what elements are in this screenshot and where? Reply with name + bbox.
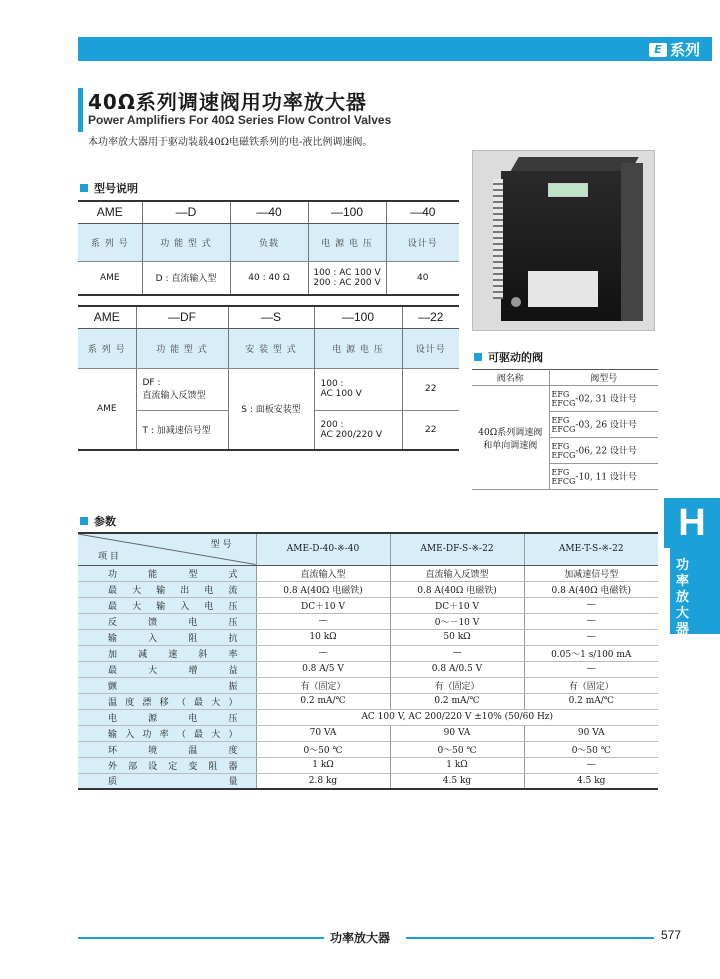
param-value: 90 VA bbox=[390, 725, 524, 741]
side-tab-stripe bbox=[664, 548, 670, 634]
param-name: 颤振 bbox=[78, 677, 256, 693]
model-design-value: 40 bbox=[386, 261, 459, 295]
valve-header: 阀名称 bbox=[472, 370, 549, 386]
param-value: 0.8 A/5 V bbox=[256, 661, 390, 677]
brand-logo-icon: E bbox=[649, 43, 667, 57]
param-value: 10 kΩ bbox=[256, 629, 390, 645]
param-value: DC＋10 V bbox=[390, 597, 524, 613]
section-valves-label: 可驱动的阀 bbox=[488, 351, 543, 364]
valve-model-b: EFCG bbox=[551, 476, 576, 486]
section-model-label: 型号说明 bbox=[94, 182, 138, 195]
param-value: 0～50 ℃ bbox=[524, 741, 658, 757]
model-column-header: AME-T-S-※-22 bbox=[524, 533, 658, 565]
series-label bbox=[649, 39, 700, 60]
param-value: 0～50 ℃ bbox=[256, 741, 390, 757]
param-name: 加减速斜率 bbox=[78, 645, 256, 661]
param-value: 直流输入型 bbox=[256, 565, 390, 581]
valve-model-suffix: -06, 22 设计号 bbox=[575, 446, 637, 456]
side-tab-text: 功率放大器 bbox=[676, 558, 690, 637]
header-bar bbox=[78, 37, 712, 61]
model-sub-cell: 功 能 型 式 bbox=[136, 328, 228, 368]
param-value: 0.2 mA/℃ bbox=[390, 693, 524, 709]
model-head-cell: AME bbox=[78, 306, 136, 328]
param-value: 有（固定） bbox=[390, 677, 524, 693]
valve-header: 阀型号 bbox=[549, 370, 658, 386]
model-head-cell: —D bbox=[142, 201, 230, 223]
params-table bbox=[78, 532, 658, 790]
param-name: 质量 bbox=[78, 773, 256, 789]
param-value: 有（固定） bbox=[524, 677, 658, 693]
param-value: 0.05～1 s/100 mA bbox=[524, 645, 658, 661]
param-value: — bbox=[524, 597, 658, 613]
param-name: 输入功率（最大） bbox=[78, 725, 256, 741]
valve-model-suffix: -02, 31 设计号 bbox=[575, 394, 637, 404]
product-photo bbox=[472, 150, 655, 331]
param-value: — bbox=[524, 629, 658, 645]
corner-model-label: 型 号 bbox=[210, 540, 232, 550]
param-value: 4.5 kg bbox=[524, 773, 658, 789]
valve-model-a: EFG bbox=[551, 415, 570, 425]
param-value: 90 VA bbox=[524, 725, 658, 741]
param-value: 直流输入反馈型 bbox=[390, 565, 524, 581]
amp-display bbox=[548, 183, 588, 197]
param-value: 0.2 mA/℃ bbox=[256, 693, 390, 709]
square-bullet-icon bbox=[80, 184, 88, 192]
page-number: 577 bbox=[661, 928, 682, 942]
model-table-df bbox=[78, 305, 459, 451]
model-load-value: 40 : 40 Ω bbox=[230, 261, 308, 295]
param-value: — bbox=[524, 613, 658, 629]
model-head-cell: —S bbox=[228, 306, 314, 328]
model-function-value: D : 直流输入型 bbox=[142, 261, 230, 295]
param-value: 0.8 A(40Ω 电磁铁) bbox=[524, 581, 658, 597]
model-table-d bbox=[78, 200, 459, 296]
param-name: 最大输入电压 bbox=[78, 597, 256, 613]
valve-model-suffix: -10, 11 设计号 bbox=[575, 472, 637, 482]
design-value: 22 bbox=[402, 368, 459, 410]
valve-name-line: 和单向调速阀 bbox=[483, 440, 538, 451]
model-sub-cell: 设计号 bbox=[402, 328, 459, 368]
page-title: 40Ω系列调速阀用功率放大器 bbox=[88, 90, 367, 114]
model-sub-cell: 功 能 型 式 bbox=[142, 223, 230, 261]
valve-model-suffix: -03, 26 设计号 bbox=[575, 420, 637, 430]
model-sub-cell: 电 源 电 压 bbox=[308, 223, 386, 261]
param-value: — bbox=[390, 645, 524, 661]
model-sub-cell: 安 装 型 式 bbox=[228, 328, 314, 368]
footer-rule-left bbox=[78, 937, 324, 939]
model-sub-cell: 负载 bbox=[230, 223, 308, 261]
valve-name-cell bbox=[472, 386, 549, 490]
square-bullet-icon bbox=[80, 517, 88, 525]
param-value: — bbox=[524, 661, 658, 677]
valve-model-b: EFCG bbox=[551, 398, 576, 408]
param-name: 输入阻抗 bbox=[78, 629, 256, 645]
param-value: 0.8 A(40Ω 电磁铁) bbox=[390, 581, 524, 597]
param-name: 最大增益 bbox=[78, 661, 256, 677]
param-value: 0.8 A/0.5 V bbox=[390, 661, 524, 677]
model-series-value: AME bbox=[78, 261, 142, 295]
model-head-cell: —DF bbox=[136, 306, 228, 328]
section-model-heading bbox=[80, 180, 138, 196]
param-name: 温度漂移（最大） bbox=[78, 693, 256, 709]
function-df-code: DF : bbox=[142, 377, 161, 388]
param-value: 1 kΩ bbox=[390, 757, 524, 773]
voltage-200-text: AC 200/220 V bbox=[320, 429, 383, 440]
valve-model-row bbox=[549, 438, 658, 464]
param-name: 环境温度 bbox=[78, 741, 256, 757]
param-value: 0.2 mA/℃ bbox=[524, 693, 658, 709]
valve-model-b: EFCG bbox=[551, 424, 576, 434]
model-head-cell: —100 bbox=[308, 201, 386, 223]
param-value: — bbox=[524, 757, 658, 773]
voltage-option: 100 : AC 100 V bbox=[313, 267, 381, 278]
param-name: 最大输出电流 bbox=[78, 581, 256, 597]
model-column-header: AME-D-40-※-40 bbox=[256, 533, 390, 565]
section-valves-heading bbox=[474, 349, 543, 365]
function-df-cell bbox=[136, 368, 228, 410]
param-value: 4.5 kg bbox=[390, 773, 524, 789]
param-value: 加减速信号型 bbox=[524, 565, 658, 581]
intro-text: 本功率放大器用于驱动装载40Ω电磁铁系列的电-液比例调速阀。 bbox=[88, 137, 373, 148]
voltage-100-code: 100 : bbox=[320, 379, 344, 389]
param-value: 50 kΩ bbox=[390, 629, 524, 645]
model-head-cell: —100 bbox=[314, 306, 402, 328]
voltage-200-code: 200 : bbox=[320, 419, 344, 430]
voltage-option: 200 : AC 200 V bbox=[313, 277, 381, 288]
valve-model-a: EFG bbox=[551, 441, 570, 451]
valve-model-row bbox=[549, 464, 658, 490]
footer-rule-right bbox=[406, 937, 654, 939]
valve-model-b: EFCG bbox=[551, 450, 576, 460]
amp-nameplate bbox=[528, 271, 598, 307]
param-value: 2.8 kg bbox=[256, 773, 390, 789]
square-bullet-icon bbox=[474, 353, 482, 361]
model-sub-cell: 设计号 bbox=[386, 223, 459, 261]
series-text: 系列 bbox=[669, 41, 700, 59]
valve-model-a: EFG bbox=[551, 389, 570, 399]
model-voltage-value bbox=[308, 261, 386, 295]
mount-value: S : 面板安装型 bbox=[228, 368, 314, 450]
model-series-value: AME bbox=[78, 368, 136, 450]
section-params-label: 参数 bbox=[94, 515, 116, 528]
param-value: 1 kΩ bbox=[256, 757, 390, 773]
voltage-100-text: AC 100 V bbox=[320, 389, 362, 399]
voltage-200-cell bbox=[314, 410, 402, 450]
side-tab-letter: H bbox=[678, 502, 706, 544]
valve-model-a: EFG bbox=[551, 467, 570, 477]
param-value: 0.8 A(40Ω 电磁铁) bbox=[256, 581, 390, 597]
valve-name-line: 40Ω系列调速阀 bbox=[478, 427, 543, 438]
corner-item-label: 项 目 bbox=[98, 551, 119, 562]
model-sub-cell: 系 列 号 bbox=[78, 328, 136, 368]
model-column-header: AME-DF-S-※-22 bbox=[390, 533, 524, 565]
param-value: 有（固定） bbox=[256, 677, 390, 693]
param-value: — bbox=[256, 613, 390, 629]
param-name: 外部设定变阻器 bbox=[78, 757, 256, 773]
model-head-cell: —22 bbox=[402, 306, 459, 328]
valve-model-row bbox=[549, 412, 658, 438]
model-sub-cell: 电 源 电 压 bbox=[314, 328, 402, 368]
amp-side-shape bbox=[621, 163, 643, 321]
amp-terminal-strip bbox=[493, 179, 503, 299]
param-name: 反馈电压 bbox=[78, 613, 256, 629]
param-value: 0～50 ℃ bbox=[390, 741, 524, 757]
param-value-merged: AC 100 V, AC 200/220 V ±10% (50/60 Hz) bbox=[256, 709, 658, 725]
model-head-cell: AME bbox=[78, 201, 142, 223]
valve-table bbox=[472, 369, 658, 490]
design-value: 22 bbox=[402, 410, 459, 450]
param-value: DC＋10 V bbox=[256, 597, 390, 613]
param-name: 电源电压 bbox=[78, 709, 256, 725]
amp-knob bbox=[511, 297, 521, 307]
title-accent-bar bbox=[78, 88, 83, 132]
model-head-cell: —40 bbox=[230, 201, 308, 223]
footer-title: 功率放大器 bbox=[330, 931, 391, 945]
param-value: 0～－10 V bbox=[390, 613, 524, 629]
param-name: 功能型式 bbox=[78, 565, 256, 581]
section-params-heading bbox=[80, 513, 116, 529]
param-value: — bbox=[256, 645, 390, 661]
function-t-cell: T : 加减速信号型 bbox=[136, 410, 228, 450]
page-subtitle: Power Amplifiers For 40Ω Series Flow Control Valves bbox=[88, 113, 392, 127]
function-df-text: 直流输入反馈型 bbox=[142, 390, 206, 401]
model-head-cell: —40 bbox=[386, 201, 459, 223]
param-value: 70 VA bbox=[256, 725, 390, 741]
voltage-100-cell bbox=[314, 368, 402, 410]
valve-model-row bbox=[549, 386, 658, 412]
params-corner-cell bbox=[78, 533, 256, 565]
model-sub-cell: 系 列 号 bbox=[78, 223, 142, 261]
